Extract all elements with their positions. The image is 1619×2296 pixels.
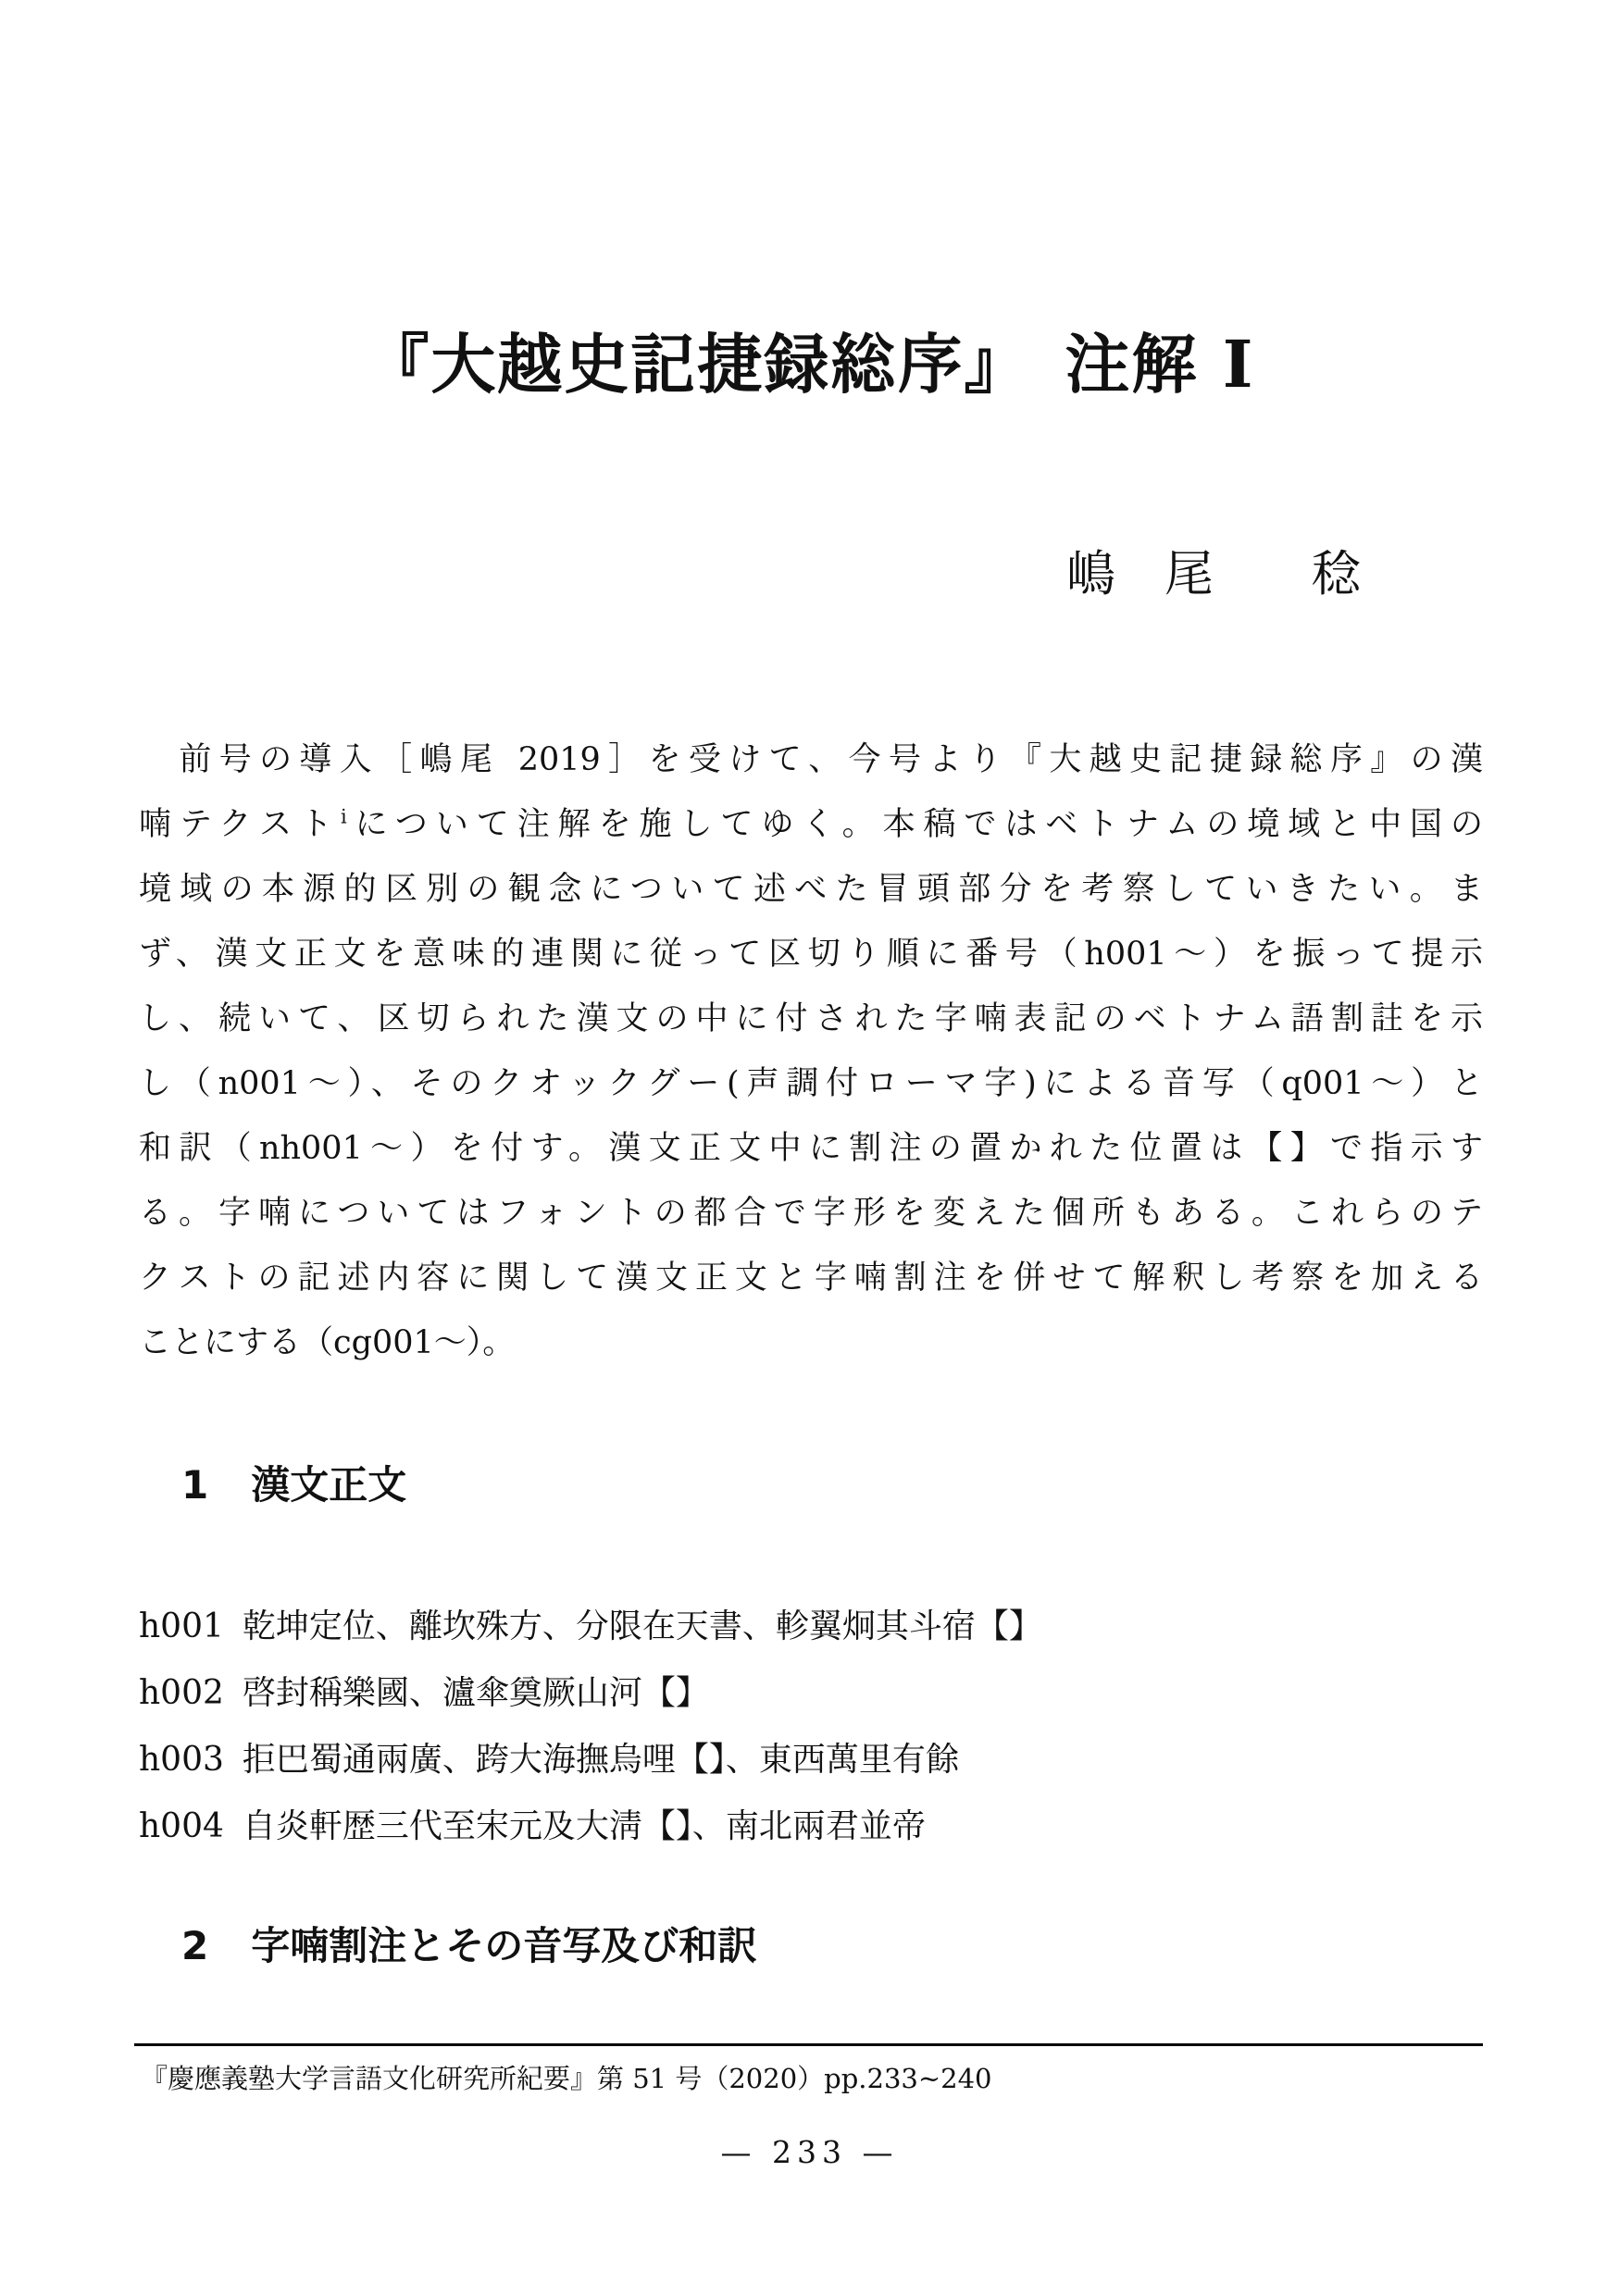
paragraph-line: 境域の本源的区別の観念について述べた冒頭部分を考察していきたい。ま (139, 871, 1483, 908)
section-heading-1 (181, 1455, 406, 1510)
footnote-marker-i: i (340, 805, 347, 828)
kanbun-item-id: h002 (139, 1674, 224, 1712)
section-2-number: 2 (181, 1923, 209, 1968)
kanbun-item (139, 1727, 1483, 1793)
paragraph-line: る。字喃についてはフォントの都合で字形を変えた個所もある。これらのテ (139, 1195, 1483, 1232)
paragraph-line: クストの記述内容に関して漢文正文と字喃割注を併せて解釈し考察を加える (139, 1260, 1483, 1297)
section-2-title: 字喃割注とその音写及び和訳 (251, 1923, 757, 1968)
kanbun-item (139, 1660, 1483, 1727)
paragraph-line: 和訳（nh001～）を付す。漢文正文中に割注の置かれた位置は【】で指示す (139, 1130, 1483, 1167)
section-1-title: 漢文正文 (251, 1462, 407, 1508)
author-name: 嶋 尾 稔 (1066, 546, 1361, 602)
paragraph-line: 喃テクスト$^i$について注解を施してゆく。本稿ではベトナムの境域と中国の (139, 805, 1483, 843)
kanbun-item-text: 拒巴蜀通兩廣、跨大海撫烏哩【】、東西萬里有餘 (242, 1741, 959, 1779)
paragraph-line: ことにする（cg001～）。 (139, 1324, 516, 1361)
paragraph-line: し、続いて、区切られた漢文の中に付された字喃表記のベトナム語割註を示 (139, 1000, 1483, 1037)
kanbun-item-id: h004 (139, 1807, 224, 1845)
journal-citation: 『慶應義塾大学言語文化研究所紀要』第 51 号（2020）pp.233~240 (141, 2063, 992, 2094)
kanbun-item-text: 乾坤定位、離坎殊方、分限在天書、軫翼炯其斗宿【】 (242, 1607, 1042, 1645)
kanbun-item-id: h003 (139, 1741, 224, 1779)
footer-divider (134, 2043, 1483, 2046)
kanbun-item (139, 1594, 1483, 1660)
section-heading-2 (181, 1916, 756, 1971)
kanbun-item-text: 自炎軒歴三代至宋元及大淸【】、南北兩君並帝 (242, 1807, 926, 1845)
paragraph-line: し（n001～）、そのクオックグー(声調付ローマ字)による音写（q001～）と (139, 1065, 1483, 1102)
paragraph-line: 前号の導入［嶋尾 2019］を受けて、今号より『大越史記捷録総序』の漢 (139, 741, 1483, 778)
paragraph-line: ず、漢文正文を意味的連関に従って区切り順に番号（h001～）を振って提示 (139, 936, 1483, 973)
page-title: 『大越史記捷録総序』 注解 Ⅰ (364, 326, 1255, 403)
section-1-number: 1 (181, 1462, 209, 1508)
kanbun-item-text: 啓封稱樂國、瀘傘奠厥山河【】 (242, 1674, 709, 1712)
page-number: — 233 — (720, 2134, 899, 2170)
kanbun-item (139, 1793, 1483, 1860)
intro-paragraph (139, 727, 1483, 1375)
kanbun-text-list (139, 1594, 1483, 1860)
kanbun-item-id: h001 (139, 1607, 224, 1645)
